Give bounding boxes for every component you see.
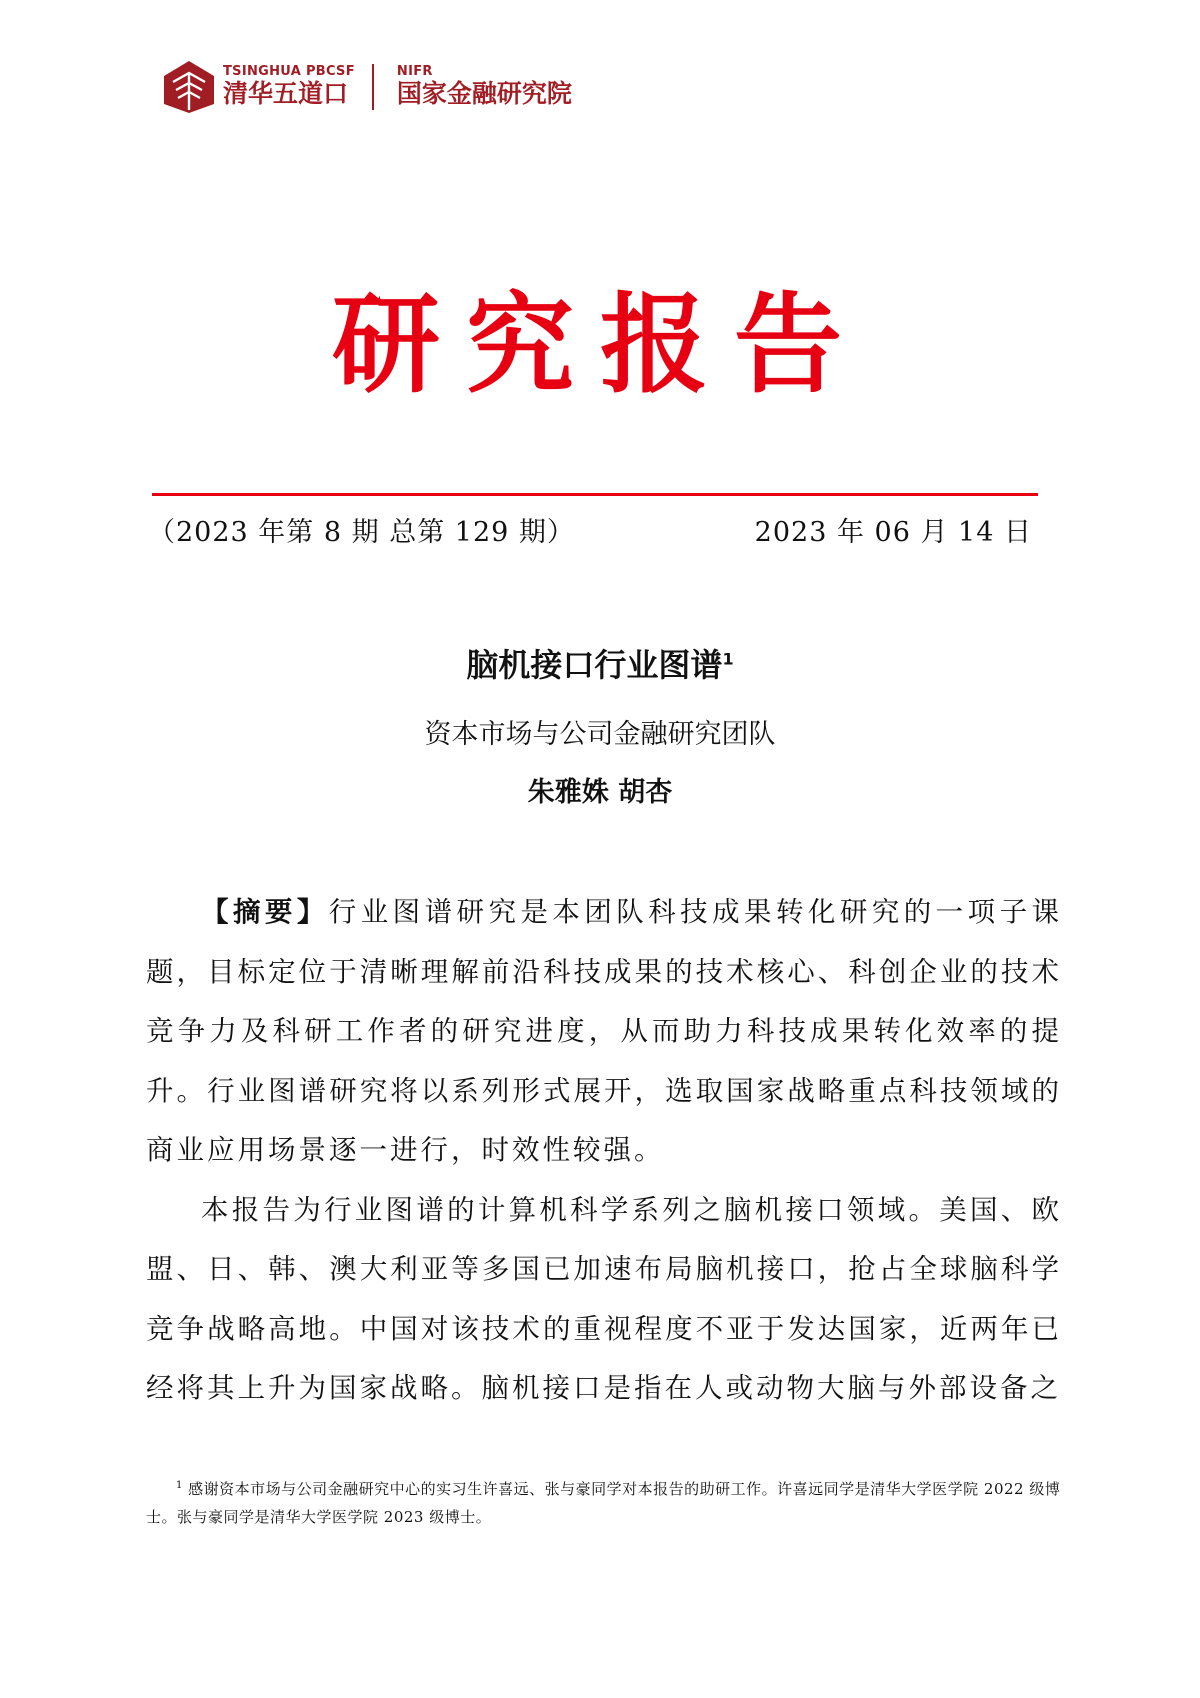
research-team: 资本市场与公司金融研究团队 — [424, 719, 776, 750]
footnote-mark: 1 — [176, 1480, 183, 1491]
footnote-ref: 1 — [722, 649, 734, 669]
issue-number: （2023 年第 8 期 总第 129 期） — [148, 517, 575, 548]
abstract-text-1: 行业图谱研究是本团队科技成果转化研究的一项子课题，目标定位于清晰理解前沿科技成果的技术核心、科创企业的技术竞争力及科研工作者的研究进度，从而助力科技成果转化效率的提升。行业图谱研究将以系列形式展开，选取国家战略重点科技领域的商业应用场景逐一进行，时效性较强。 — [146, 896, 1063, 1166]
abstract-label: 【摘要】 — [201, 896, 329, 928]
footnote-text: 感谢资本市场与公司金融研究中心的实习生许喜远、张与豪同学对本报告的助研工作。许喜远同学是清华大学医学院 2022 级博士。张与豪同学是清华大学医学院 2023 级博士。 — [146, 1480, 1061, 1526]
header-logo — [163, 60, 572, 114]
org-text — [397, 65, 572, 109]
logo-en: TSINGHUA PBCSF — [223, 64, 355, 79]
abstract-paragraph-1 — [146, 883, 1062, 1181]
logo-cn: 清华五道口 — [223, 79, 349, 108]
document-title — [0, 640, 1200, 686]
logo-text — [223, 65, 355, 109]
pagoda-logo-icon — [163, 60, 215, 114]
document-title-text: 脑机接口行业图谱 — [466, 646, 723, 684]
logo-divider — [372, 64, 374, 110]
publish-date: 2023 年 06 月 14 日 — [754, 517, 1032, 548]
org-en: NIFR — [396, 64, 433, 79]
report-title: 研究报告 — [331, 282, 868, 408]
org-cn: 国家金融研究院 — [396, 79, 572, 108]
footnote — [146, 1472, 1066, 1531]
title-divider — [152, 493, 1038, 496]
abstract — [146, 883, 1062, 1419]
authors: 朱雅姝 胡杏 — [527, 777, 673, 808]
abstract-paragraph-2: 本报告为行业图谱的计算机科学系列之脑机接口领域。美国、欧盟、日、韩、澳大利亚等多国已加速布局脑机接口，抢占全球脑科学竞争战略高地。中国对该技术的重视程度不亚于发达国家，近两年已经将其上升为国家战略。脑机接口是指在人或动物大脑与外部设备之 — [146, 1193, 1062, 1404]
